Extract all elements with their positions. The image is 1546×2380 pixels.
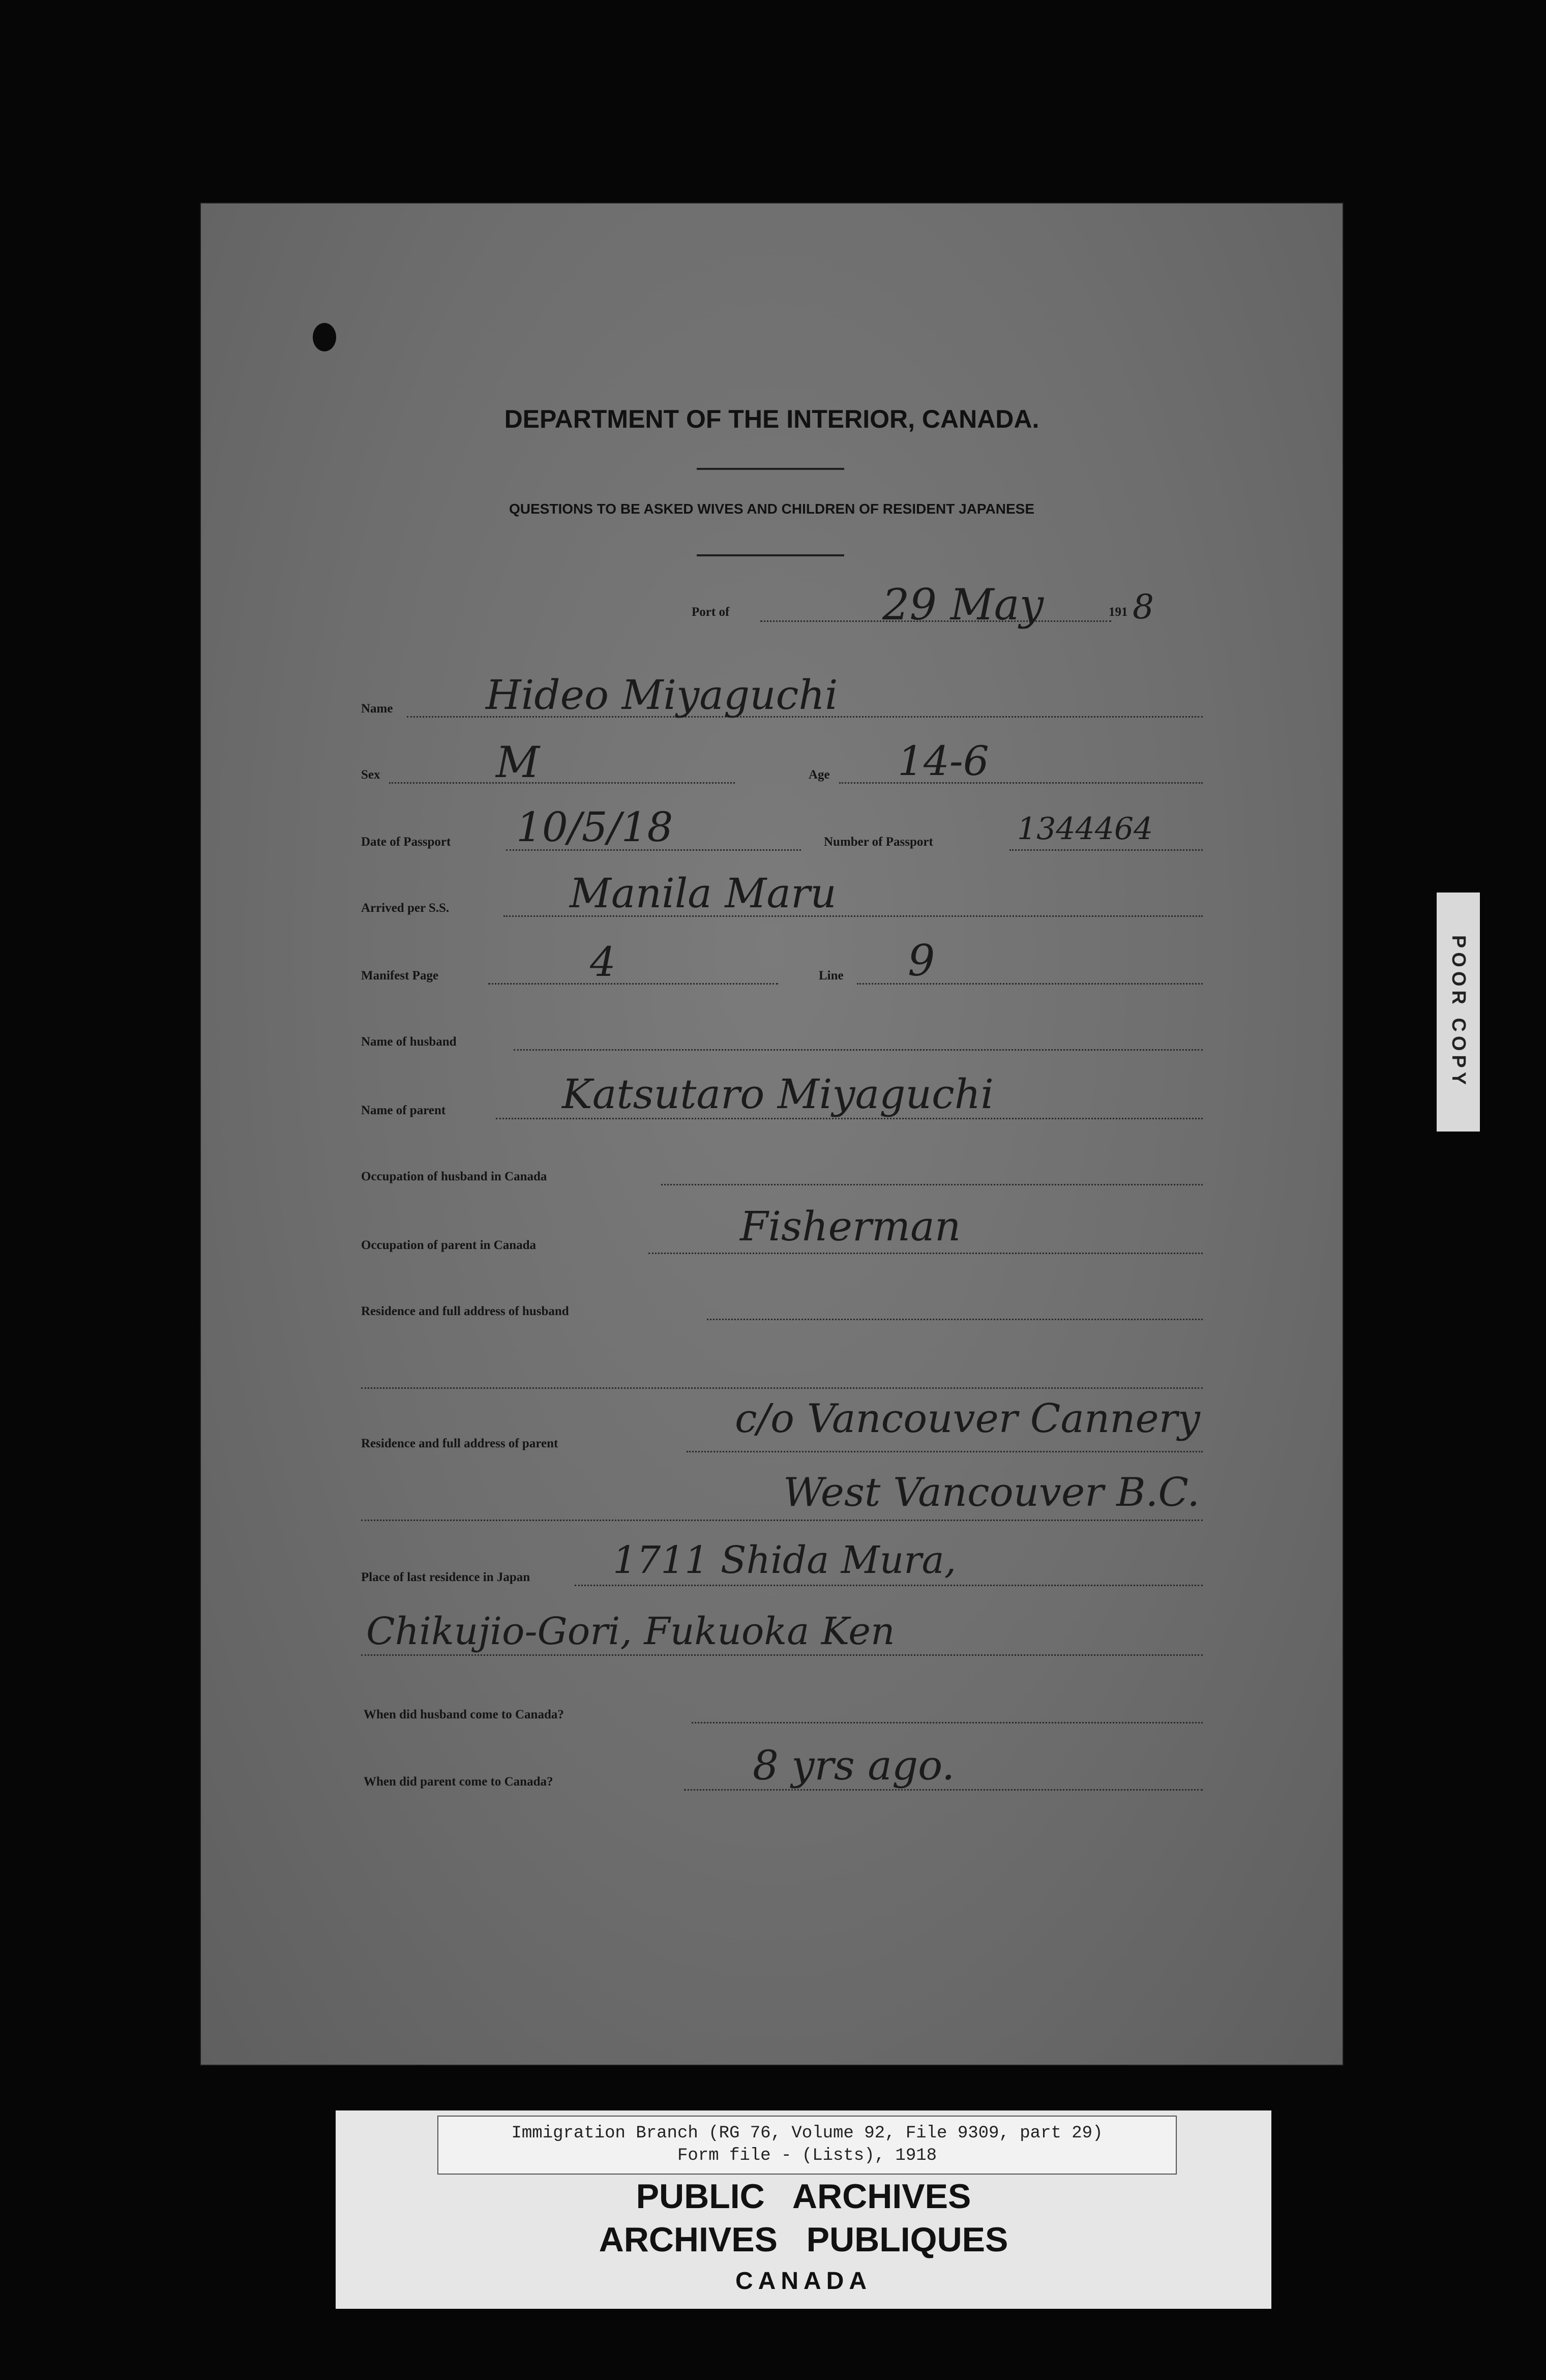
parent-name-label: Name of parent — [361, 1104, 446, 1117]
parent-address-line — [687, 1451, 1203, 1452]
husband-arrival-line — [692, 1722, 1203, 1723]
sex-line — [389, 782, 735, 784]
archive-label-card — [336, 2110, 1271, 2309]
line-number-handwritten: 9 — [908, 936, 935, 986]
manifest-label: Manifest Page — [361, 969, 439, 983]
port-date-handwritten: 29 May — [882, 580, 1044, 630]
husband-occupation-label: Occupation of husband in Canada — [361, 1170, 547, 1183]
husband-arrival-label: When did husband come to Canada? — [364, 1708, 564, 1721]
passport-date-label: Date of Passport — [361, 835, 451, 849]
department-title: DEPARTMENT OF THE INTERIOR, CANADA. — [504, 405, 1039, 433]
poor-copy-text: POOR COPY — [1448, 935, 1469, 1089]
archive-name-french: ARCHIVES PUBLIQUES — [599, 2220, 1008, 2259]
name-label: Name — [361, 702, 393, 716]
passport-date-handwritten: 10/5/18 — [516, 804, 673, 851]
parent-arrival-line — [684, 1789, 1203, 1791]
parent-arrival-label: When did parent come to Canada? — [364, 1775, 553, 1789]
reference-line-1: Immigration Branch (RG 76, Volume 92, File 9309, part 29) — [511, 2124, 1103, 2143]
reference-box — [437, 2116, 1177, 2175]
husband-address-line — [707, 1319, 1203, 1320]
parent-occupation-handwritten: Fisherman — [740, 1203, 961, 1250]
subtitle-divider — [697, 554, 844, 556]
age-line — [839, 782, 1203, 784]
japan-residence-handwritten-2: Chikujio-Gori, Fukuoka Ken — [366, 1610, 895, 1653]
parent-address-handwritten-2: West Vancouver B.C. — [783, 1470, 1200, 1515]
parent-occupation-label: Occupation of parent in Canada — [361, 1238, 537, 1252]
reference-line-2: Form file - (Lists), 1918 — [677, 2146, 937, 2165]
parent-name-line — [496, 1118, 1203, 1119]
age-label: Age — [809, 768, 830, 782]
form-subtitle: QUESTIONS TO BE ASKED WIVES AND CHILDREN OF RESIDENT JAPANESE — [509, 501, 1034, 517]
parent-address-line-2 — [361, 1520, 1203, 1521]
parent-occupation-line — [648, 1253, 1203, 1254]
japan-residence-handwritten-1: 1711 Shida Mura, — [613, 1538, 957, 1582]
parent-name-handwritten: Katsutaro Miyaguchi — [562, 1070, 994, 1118]
husband-name-label: Name of husband — [361, 1035, 457, 1049]
parent-address-handwritten-1: c/o Vancouver Cannery — [735, 1396, 1200, 1442]
line-label: Line — [819, 969, 844, 983]
punch-hole — [313, 323, 336, 351]
passport-number-label: Number of Passport — [824, 835, 933, 849]
passport-number-handwritten: 1344464 — [1017, 811, 1153, 847]
year-prefix: 191 — [1109, 605, 1128, 619]
port-label: Port of — [692, 605, 730, 619]
husband-address-label: Residence and full address of husband — [361, 1304, 569, 1318]
parent-arrival-handwritten: 8 yrs ago. — [753, 1742, 955, 1789]
arrived-label: Arrived per S.S. — [361, 901, 450, 915]
sex-label: Sex — [361, 768, 380, 782]
japan-residence-line — [575, 1585, 1203, 1586]
sex-handwritten: M — [496, 737, 540, 787]
archive-name-english: PUBLIC ARCHIVES — [636, 2177, 971, 2216]
arrived-ship-handwritten: Manila Maru — [570, 870, 837, 917]
husband-address-line-2 — [361, 1387, 1203, 1389]
manifest-page-handwritten: 4 — [590, 938, 616, 986]
age-handwritten: 14-6 — [898, 737, 989, 785]
archive-country: CANADA — [735, 2268, 872, 2295]
manifest-line — [488, 983, 778, 985]
japan-residence-label: Place of last residence in Japan — [361, 1570, 530, 1584]
title-divider — [697, 468, 844, 470]
husband-name-line — [514, 1049, 1203, 1051]
year-digit-handwritten: 8 — [1133, 587, 1154, 627]
japan-residence-line-2 — [361, 1654, 1203, 1656]
name-handwritten: Hideo Miyaguchi — [486, 671, 838, 719]
parent-address-label: Residence and full address of parent — [361, 1437, 558, 1450]
husband-occupation-line — [661, 1184, 1203, 1185]
passport-number-line — [1009, 849, 1203, 851]
poor-copy-stamp — [1437, 892, 1480, 1132]
archival-document-sheet — [201, 203, 1343, 2065]
